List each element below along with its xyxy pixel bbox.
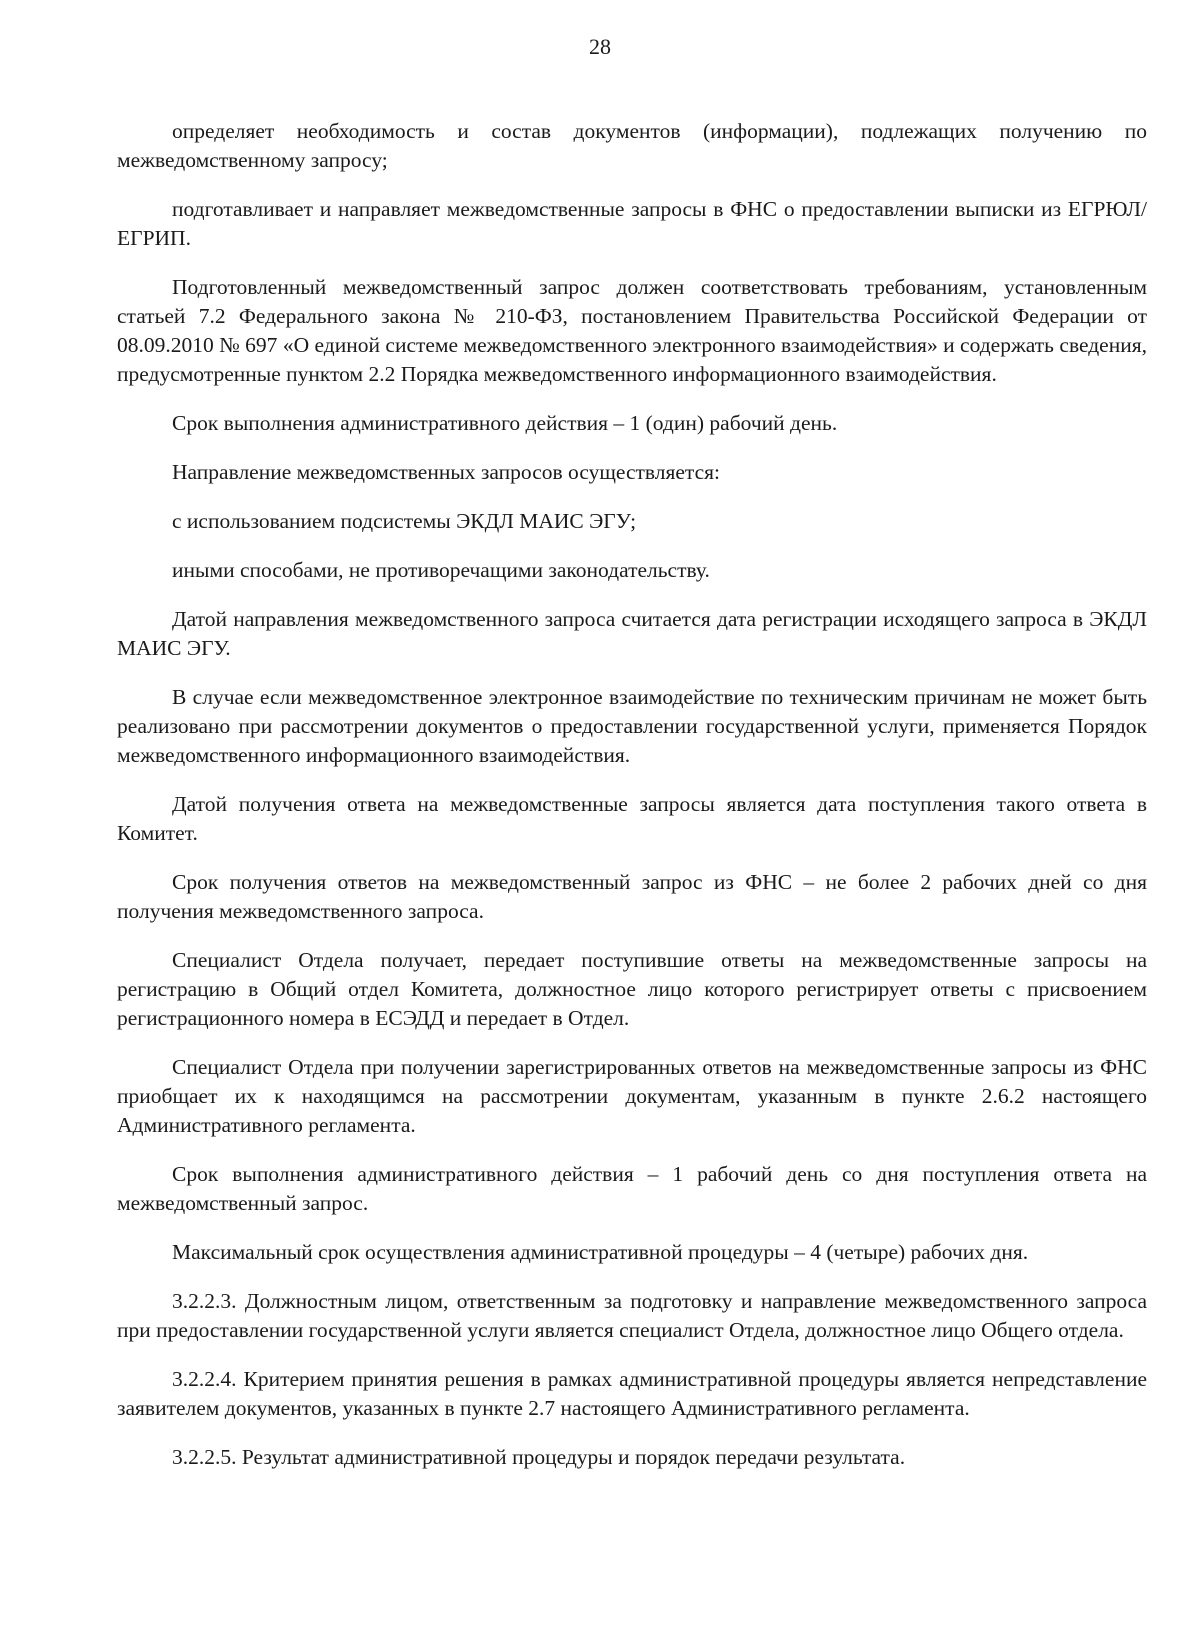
paragraph: 3.2.2.3. Должностным лицом, ответственным за подготовку и направление межведомственного запроса при предоставлении государственной услуги является специалист Отдела, должностное лицо Общего отдела.	[117, 1289, 1147, 1342]
paragraph: 3.2.2.4. Критерием принятия решения в рамках административной процедуры является непредставление заявителем документов, указанных в пункте 2.7 настоящего Административного регламента.	[117, 1367, 1147, 1420]
paragraph: Датой направления межведомственного запроса считается дата регистрации исходящего запроса в ЭКДЛ МАИС ЭГУ.	[117, 607, 1147, 660]
paragraph: определяет необходимость и состав документов (информации), подлежащих получению по межведомственному запросу;	[117, 119, 1147, 172]
paragraph: Датой получения ответа на межведомственные запросы является дата поступления такого ответа в Комитет.	[117, 792, 1147, 845]
paragraph: Специалист Отдела получает, передает поступившие ответы на межведомственные запросы на регистрацию в Общий отдел Комитета, должностное лицо которого регистрирует ответы с присвоением регистрационного номера в ЕСЭДД и передает в Отдел.	[117, 948, 1147, 1030]
page-number: 28	[589, 34, 611, 59]
paragraph: Срок выполнения административного действия – 1 (один) рабочий день.	[172, 411, 838, 435]
paragraph: Срок получения ответов на межведомственный запрос из ФНС – не более 2 рабочих дней со дня получения межведомственного запроса.	[117, 870, 1147, 923]
paragraph: иными способами, не противоречащими законодательству.	[172, 558, 710, 582]
paragraph: Максимальный срок осуществления административной процедуры – 4 (четыре) рабочих дня.	[172, 1240, 1029, 1264]
paragraph: Подготовленный межведомственный запрос должен соответствовать требованиям, установленным статьей 7.2 Федерального закона № 210-ФЗ, постановлением Правительства Российской Федерации от 08.09.2010 № 697 «О единой системе межведомственного электронного взаимодействия» и содержать сведения, предусмотренные пунктом 2.2 Порядка межведомственного информационного взаимодействия.	[117, 275, 1147, 386]
paragraph: Срок выполнения административного действия – 1 рабочий день со дня поступления ответа на межведомственный запрос.	[117, 1162, 1147, 1215]
paragraph: Направление межведомственных запросов осуществляется:	[172, 460, 720, 484]
paragraph: с использованием подсистемы ЭКДЛ МАИС ЭГУ;	[172, 509, 637, 533]
paragraph: В случае если межведомственное электронное взаимодействие по техническим причинам не может быть реализовано при рассмотрении документов о предоставлении государственной услуги, применяется Порядок межведомственного информационного взаимодействия.	[117, 685, 1147, 767]
paragraph: Специалист Отдела при получении зарегистрированных ответов на межведомственные запросы из ФНС приобщает их к находящимся на рассмотрении документам, указанным в пункте 2.6.2 настоящего Административного регламента.	[117, 1055, 1147, 1137]
document-body	[117, 117, 1147, 1492]
paragraph: подготавливает и направляет межведомственные запросы в ФНС о предоставлении выписки из ЕГРЮЛ/ЕГРИП.	[117, 197, 1147, 250]
paragraph: 3.2.2.5. Результат административной процедуры и порядок передачи результата.	[172, 1445, 906, 1469]
